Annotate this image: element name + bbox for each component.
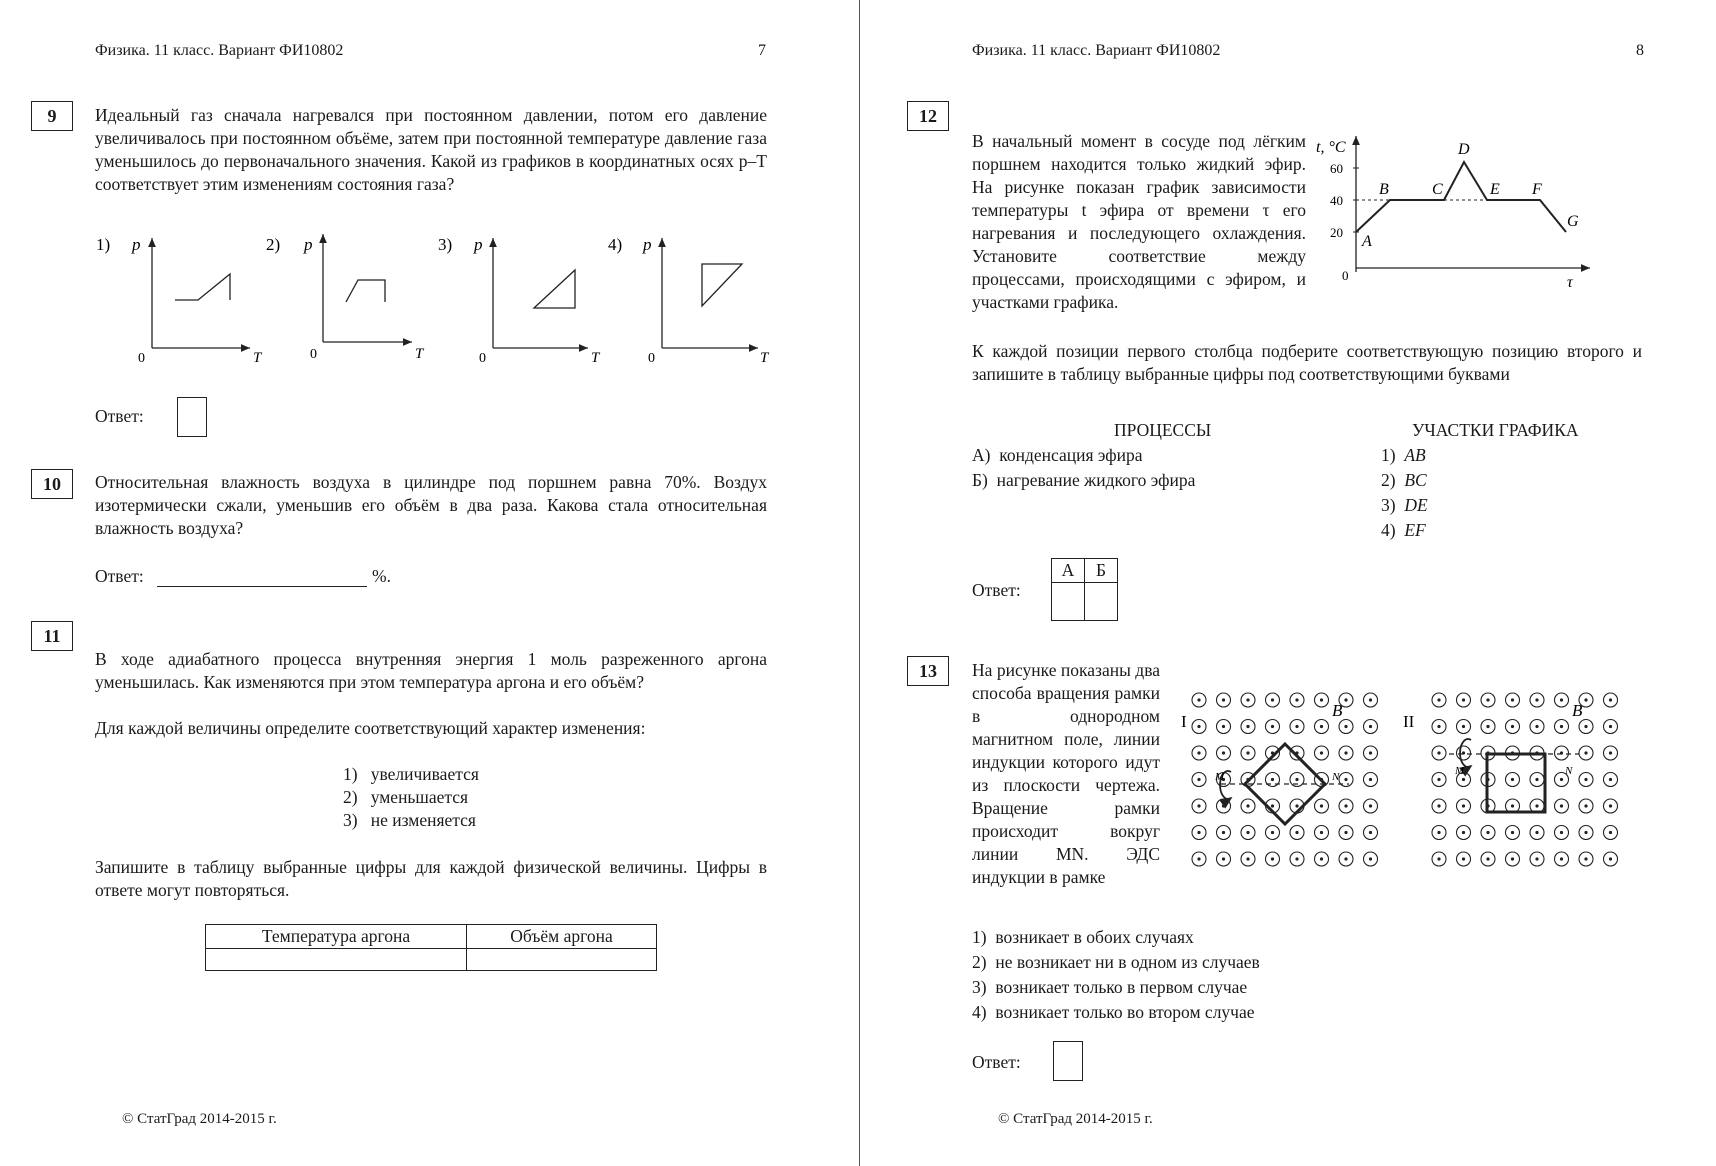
field-line-symbol xyxy=(1241,799,1255,813)
q9-graphs xyxy=(90,228,780,368)
field-line-symbol xyxy=(1192,720,1206,734)
field-line-symbol xyxy=(1579,773,1593,787)
process-b xyxy=(972,469,1195,492)
q10-answer-label: Ответ: xyxy=(95,566,144,586)
field-line-symbol xyxy=(1506,826,1520,840)
field-line-symbol xyxy=(1192,852,1206,866)
field-line-symbol xyxy=(1506,693,1520,707)
field-line-symbol xyxy=(1457,799,1471,813)
field-line-symbol xyxy=(1266,693,1280,707)
field-line-symbol xyxy=(1241,693,1255,707)
answer-cell-b[interactable] xyxy=(1085,583,1118,621)
field-line-symbol xyxy=(1579,720,1593,734)
option-number: 4) xyxy=(1381,520,1396,540)
q12-text: В начальный момент в сосуде под лёгким поршнем находится только жидкий эфир. На рисунке показан график зависимости температуры t эфира от времени τ его нагревания и последующего охлаждения. Установите соответствие между процессами, происходящими с эфиром, и участками графика. xyxy=(972,131,1306,312)
axis-label-p: p xyxy=(304,235,313,254)
point-label-b: B xyxy=(1379,181,1389,198)
field-line-symbol xyxy=(1604,773,1618,787)
field-line-symbol xyxy=(1339,799,1353,813)
field-line-symbol xyxy=(1217,720,1231,734)
field-line-symbol xyxy=(1432,773,1446,787)
segment-1 xyxy=(1381,444,1426,467)
q13-option-3 xyxy=(972,976,1247,999)
field-line-symbol xyxy=(1555,693,1569,707)
field-line-symbol xyxy=(1339,746,1353,760)
option-number: 3) xyxy=(972,977,987,997)
q11-option-1 xyxy=(343,763,479,786)
point-label-c: C xyxy=(1432,181,1443,198)
page-number: 7 xyxy=(758,42,766,59)
q13-option-1 xyxy=(972,926,1194,949)
field-line-symbol xyxy=(1241,720,1255,734)
page-number: 8 xyxy=(1636,42,1644,59)
field-line-symbol xyxy=(1315,746,1329,760)
field-line-symbol xyxy=(1364,799,1378,813)
field-line-symbol xyxy=(1506,773,1520,787)
field-line-symbol xyxy=(1481,826,1495,840)
graph-option-label: 1) xyxy=(96,235,111,254)
option-text: DE xyxy=(1404,495,1428,515)
field-line-symbol xyxy=(1457,852,1471,866)
origin-label: 0 xyxy=(310,347,317,362)
q12-answer-label: Ответ: xyxy=(972,580,1021,600)
field-line-symbol xyxy=(1530,693,1544,707)
field-line-symbol xyxy=(1432,826,1446,840)
page-header: Физика. 11 класс. Вариант ФИ10802 xyxy=(972,42,1221,59)
axis-label-m-1: M xyxy=(1215,771,1225,783)
field-line-symbol xyxy=(1604,720,1618,734)
option-text: AB xyxy=(1404,445,1426,465)
field-line-symbol xyxy=(1290,693,1304,707)
axis-label-n-2: N xyxy=(1565,765,1573,777)
field-line-symbol xyxy=(1432,720,1446,734)
question-number-9: 9 xyxy=(31,101,73,131)
field-line-symbol xyxy=(1241,852,1255,866)
q12-instruction: К каждой позиции первого столбца подберите соответствующую позицию второго и запишите в таблицу выбранные цифры под соответствующими буквами xyxy=(972,341,1642,384)
question-number-11: 11 xyxy=(31,621,73,651)
option-text: уменьшается xyxy=(370,787,469,807)
q9-graph-4 xyxy=(608,235,770,366)
field-line-symbol xyxy=(1217,826,1231,840)
option-text: увеличивается xyxy=(370,764,479,784)
field-line-symbol xyxy=(1506,852,1520,866)
field-line-symbol xyxy=(1266,826,1280,840)
option-text: не возникает ни в одном из случаев xyxy=(995,952,1260,972)
q9-answer-box[interactable] xyxy=(177,397,207,437)
answer-cell-volume[interactable] xyxy=(467,949,657,971)
option-letter: А) xyxy=(972,445,991,465)
graph-option-label: 3) xyxy=(438,235,453,254)
q13-answer-label: Ответ: xyxy=(972,1052,1021,1072)
field-line-symbol xyxy=(1579,799,1593,813)
field-line-symbol xyxy=(1481,852,1495,866)
question-number-12: 12 xyxy=(907,101,949,131)
field-line-symbol xyxy=(1266,852,1280,866)
table-header: Температура аргона xyxy=(206,925,467,949)
field-line-symbol xyxy=(1315,852,1329,866)
field-line-symbol xyxy=(1364,773,1378,787)
field-line-symbol xyxy=(1432,799,1446,813)
q9-text: Идеальный газ сначала нагревался при постоянном давлении, потом его давление увеличивалось при постоянном объёме, затем при постоянной температуре давление газа уменьшилось до первоначального значения. Какой из графиков в координатных осях p–T соответствует этим изменениям состояния газа? xyxy=(95,105,767,194)
tick-label: 60 xyxy=(1330,161,1343,176)
point-label-e: E xyxy=(1490,181,1500,198)
option-number: 2) xyxy=(972,952,987,972)
field-line-symbol xyxy=(1241,746,1255,760)
field-line-symbol xyxy=(1579,746,1593,760)
answer-cell-temperature[interactable] xyxy=(206,949,467,971)
field-line-symbol xyxy=(1364,852,1378,866)
field-line-symbol xyxy=(1364,746,1378,760)
field-line-symbol xyxy=(1315,799,1329,813)
field-line-symbol xyxy=(1555,720,1569,734)
field-line-symbol xyxy=(1241,826,1255,840)
point-label-a: A xyxy=(1362,233,1372,250)
graph-option-label: 4) xyxy=(608,235,623,254)
field-line-symbol xyxy=(1364,826,1378,840)
option-number: 3) xyxy=(343,810,358,830)
option-text: не изменяется xyxy=(370,810,476,830)
segments-header: УЧАСТКИ ГРАФИКА xyxy=(1412,420,1579,440)
field-line-symbol xyxy=(1604,799,1618,813)
field-line-symbol xyxy=(1192,799,1206,813)
field-line-symbol xyxy=(1457,693,1471,707)
field-line-symbol xyxy=(1506,720,1520,734)
q13-answer-box[interactable] xyxy=(1053,1041,1083,1081)
field-line-symbol xyxy=(1290,720,1304,734)
page-footer: © СтатГрад 2014-2015 г. xyxy=(122,1111,277,1127)
process-a xyxy=(972,444,1143,467)
field-line-symbol xyxy=(1192,773,1206,787)
option-number: 4) xyxy=(972,1002,987,1022)
q11-answer-table xyxy=(205,924,657,971)
point-label-f: F xyxy=(1532,181,1542,198)
axis-label-p: p xyxy=(132,235,141,254)
q9-graph-3 xyxy=(438,235,601,366)
field-line-symbol xyxy=(1555,826,1569,840)
q13-option-4 xyxy=(972,1001,1255,1024)
x-axis-label: τ xyxy=(1567,274,1573,291)
q11-table-instruction: Запишите в таблицу выбранные цифры для каждой физической величины. Цифры в ответе могут повторяться. xyxy=(95,857,767,900)
figure-label-2: II xyxy=(1403,712,1415,731)
field-line-symbol xyxy=(1192,826,1206,840)
field-line-symbol xyxy=(1604,693,1618,707)
q13-figure xyxy=(1181,682,1617,872)
field-line-symbol xyxy=(1457,720,1471,734)
answer-cell-a[interactable] xyxy=(1052,583,1085,621)
right-page xyxy=(862,0,1716,1166)
field-line-symbol xyxy=(1481,720,1495,734)
table-header: А xyxy=(1052,559,1085,583)
field-line-symbol xyxy=(1217,693,1231,707)
field-line-symbol xyxy=(1481,693,1495,707)
field-line-symbol xyxy=(1530,773,1544,787)
field-line-symbol xyxy=(1339,720,1353,734)
axis-label-t: T xyxy=(591,350,600,366)
axis-label-n-1: N xyxy=(1332,771,1340,783)
axis-label-t: T xyxy=(415,346,424,362)
field-line-symbol xyxy=(1579,826,1593,840)
table-header: Объём аргона xyxy=(467,925,657,949)
tick-label: 20 xyxy=(1330,225,1343,240)
field-line-symbol xyxy=(1457,746,1471,760)
field-line-symbol xyxy=(1579,852,1593,866)
field-line-symbol xyxy=(1555,746,1569,760)
field-line-symbol xyxy=(1604,852,1618,866)
field-label-b-2: B xyxy=(1572,701,1583,720)
q9-answer-label: Ответ: xyxy=(95,406,144,426)
q11-instruction: Для каждой величины определите соответствующий характер изменения: xyxy=(95,718,646,738)
option-letter: Б) xyxy=(972,470,988,490)
field-line-symbol xyxy=(1217,746,1231,760)
field-line-symbol xyxy=(1339,826,1353,840)
field-line-symbol xyxy=(1604,746,1618,760)
field-line-symbol xyxy=(1217,799,1231,813)
field-line-symbol xyxy=(1364,693,1378,707)
origin-label: 0 xyxy=(479,351,486,366)
field-line-symbol xyxy=(1604,826,1618,840)
q10-text: Относительная влажность воздуха в цилиндре под поршнем равна 70%. Воздух изотермически сжали, уменьшив его объём в два раза. Какова стала относительная влажность воздуха? xyxy=(95,472,767,538)
option-text: возникает только в первом случае xyxy=(995,977,1248,997)
option-text: возникает в обоих случаях xyxy=(995,927,1194,947)
field-line-symbol xyxy=(1192,693,1206,707)
option-text: BC xyxy=(1404,470,1427,490)
axis-label-p: p xyxy=(474,235,483,254)
field-line-symbol xyxy=(1315,693,1329,707)
field-line-symbol xyxy=(1530,720,1544,734)
table-header: Б xyxy=(1085,559,1118,583)
point-label-d: D xyxy=(1458,141,1470,158)
option-number: 2) xyxy=(343,787,358,807)
field-line-symbol xyxy=(1364,720,1378,734)
option-text: возникает только во втором случае xyxy=(995,1002,1255,1022)
origin-label: 0 xyxy=(648,351,655,366)
q10-answer-line[interactable] xyxy=(157,586,367,587)
graph-option-label: 2) xyxy=(266,235,281,254)
q9-graph-2 xyxy=(266,234,425,362)
field-line-symbol xyxy=(1290,852,1304,866)
segment-2 xyxy=(1381,469,1427,492)
q11-option-3 xyxy=(343,809,476,832)
field-label-b-1: B xyxy=(1332,701,1343,720)
option-number: 1) xyxy=(972,927,987,947)
option-number: 3) xyxy=(1381,495,1396,515)
q12-temperature-graph xyxy=(1316,132,1622,292)
option-text: нагревание жидкого эфира xyxy=(996,470,1196,490)
q13-text: На рисунке показаны два способа вращения рамки в однородном магнитном поле, линии индукции которого идут из плоскости чертежа. Вращение рамки происходит вокруг линии MN. ЭДС индукции в рамке xyxy=(972,660,1160,887)
axis-label-t: T xyxy=(760,350,769,366)
field-line-symbol xyxy=(1339,852,1353,866)
field-line-symbol xyxy=(1290,826,1304,840)
field-line-symbol xyxy=(1315,826,1329,840)
page-footer: © СтатГрад 2014-2015 г. xyxy=(998,1111,1153,1127)
axis-label-t: T xyxy=(253,350,262,366)
field-line-symbol xyxy=(1315,720,1329,734)
segment-3 xyxy=(1381,494,1428,517)
option-number: 1) xyxy=(343,764,358,784)
question-number-13: 13 xyxy=(907,656,949,686)
field-line-symbol xyxy=(1457,826,1471,840)
field-line-symbol xyxy=(1555,852,1569,866)
option-number: 1) xyxy=(1381,445,1396,465)
point-label-g: G xyxy=(1567,213,1579,230)
q9-graph-1 xyxy=(96,235,263,366)
tick-label: 40 xyxy=(1330,193,1343,208)
field-line-symbol xyxy=(1530,826,1544,840)
q11-text: В ходе адиабатного процесса внутренняя энергия 1 моль разреженного аргона уменьшилась. Как изменяются при этом температура аргона и его объём? xyxy=(95,649,767,692)
q12-answer-table xyxy=(1051,558,1118,621)
field-line-symbol xyxy=(1432,852,1446,866)
origin-label: 0 xyxy=(1342,268,1349,283)
q10-answer-unit: %. xyxy=(372,566,391,586)
axis-label-p: p xyxy=(643,235,652,254)
processes-header: ПРОЦЕССЫ xyxy=(1114,420,1212,440)
field-line-symbol xyxy=(1530,852,1544,866)
axis-label-m-2: M xyxy=(1455,765,1465,777)
field-line-symbol xyxy=(1432,746,1446,760)
field-line-symbol xyxy=(1432,693,1446,707)
option-number: 2) xyxy=(1381,470,1396,490)
y-axis-label: t, °C xyxy=(1316,139,1346,156)
question-number-10: 10 xyxy=(31,469,73,499)
page-header: Физика. 11 класс. Вариант ФИ10802 xyxy=(95,42,344,59)
field-line-symbol xyxy=(1217,852,1231,866)
q11-option-2 xyxy=(343,786,468,809)
origin-label: 0 xyxy=(138,351,145,366)
figure-label-1: I xyxy=(1181,712,1187,731)
field-line-symbol xyxy=(1266,720,1280,734)
magnetic-field-grid-2 xyxy=(1432,693,1618,866)
rotating-frame-2 xyxy=(1487,754,1545,812)
option-text: конденсация эфира xyxy=(999,445,1143,465)
segment-4 xyxy=(1381,519,1426,542)
q13-option-2 xyxy=(972,951,1260,974)
field-line-symbol xyxy=(1192,746,1206,760)
option-text: EF xyxy=(1404,520,1426,540)
field-line-symbol xyxy=(1555,799,1569,813)
